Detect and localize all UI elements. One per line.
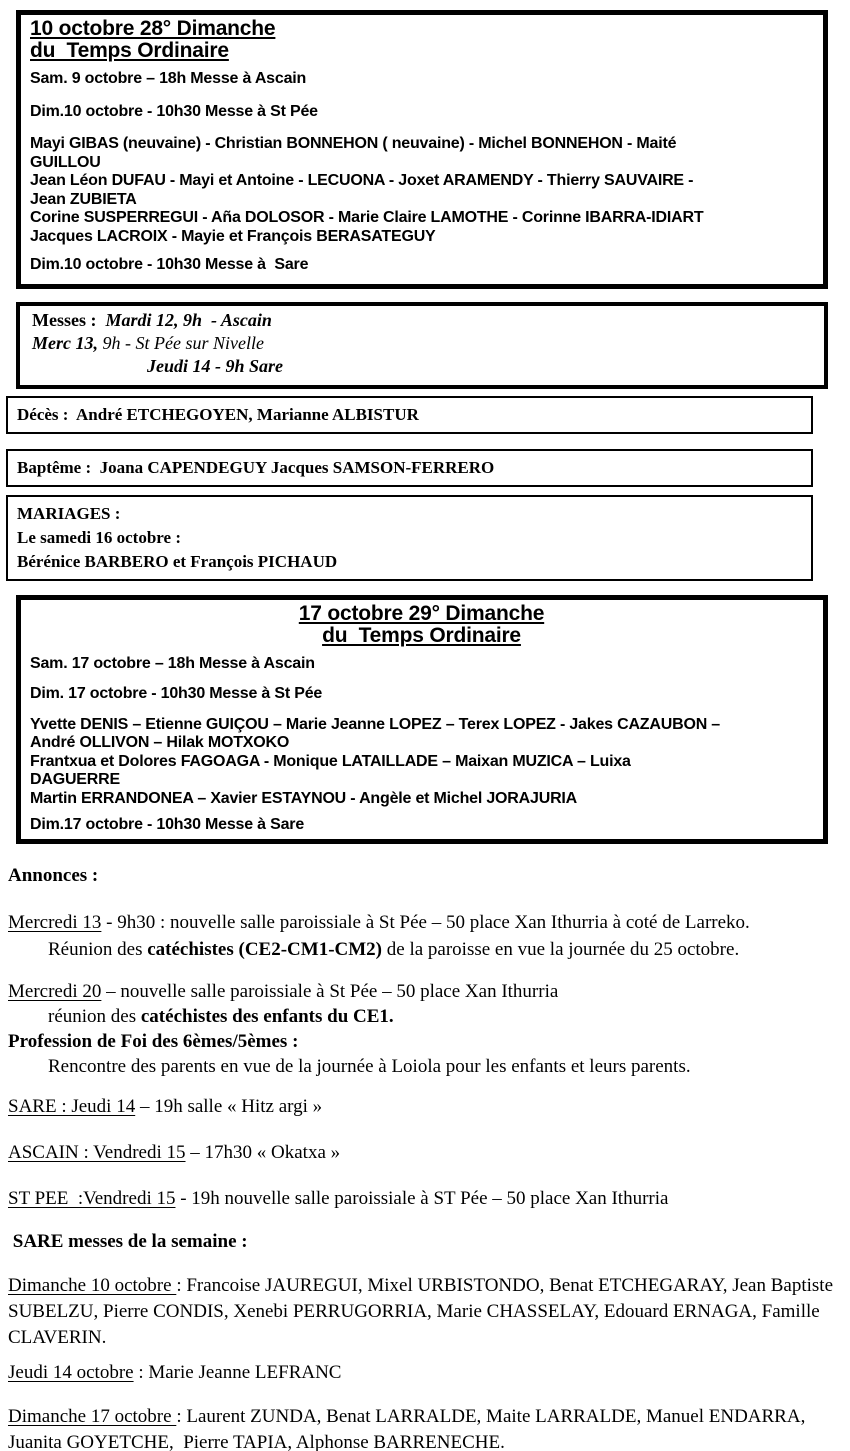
- deaths-box: [6, 396, 813, 434]
- intention-line: Corine SUSPERREGUI - Aña DOLOSOR - Marie Claire LAMOTHE - Corinne IBARRA-IDIART: [30, 209, 704, 226]
- baptism-box: [6, 449, 813, 487]
- marriages-title: MARIAGES :: [17, 503, 121, 523]
- week2-title-line2: du Temps Ordinaire: [322, 623, 521, 647]
- announcement-wednesday-13: [8, 909, 844, 963]
- announcement-text: Réunion des: [48, 938, 148, 960]
- mass-names: : Marie Jeanne LEFRANC: [133, 1361, 342, 1383]
- week1-title-line1: 10 octobre 28° Dimanche: [30, 17, 276, 40]
- week1-title-line2: du Temps Ordinaire: [30, 39, 229, 62]
- week1-schedule-sare: Dim.10 octobre - 10h30 Messe à Sare: [30, 256, 309, 273]
- marriages-couple: Bérénice BARBERO et François PICHAUD: [17, 551, 338, 571]
- announcement-date: ST PEE :Vendredi 15: [8, 1187, 176, 1209]
- profession-foi-body: Rencontre des parents en vue de la journée à Loiola pour les enfants et leurs parents.: [48, 1055, 691, 1077]
- week2-box: [16, 595, 828, 844]
- announcement-date: ASCAIN : Vendredi 15: [8, 1141, 186, 1163]
- announcement-line: [8, 1004, 844, 1029]
- sare-masses-sunday-17: [8, 1404, 844, 1451]
- intention-line: GUILLOU: [30, 153, 101, 171]
- announcement-date: Mercredi 13: [8, 911, 102, 933]
- week1-box: [16, 10, 828, 289]
- week2-schedule-sare: Dim.17 octobre - 10h30 Messe à Sare: [30, 816, 305, 833]
- announcement-text: de la paroisse en vue la journée du 25 octobre.: [382, 938, 740, 960]
- announcement-ascain: [8, 1139, 844, 1166]
- announcement-wednesday-20: [8, 979, 844, 1079]
- announcement-text: - 9h30 : nouvelle salle paroissiale à St Pée – 50 place Xan Ithurria à coté de Larreko.: [101, 911, 750, 933]
- masses-label: Messes :: [32, 309, 101, 330]
- announcement-date: SARE : Jeudi 14: [8, 1095, 136, 1117]
- marriages-box: [6, 495, 813, 581]
- announcements-title: Annonces :: [8, 864, 99, 886]
- masses-line-wednesday: [32, 332, 816, 355]
- week1-schedule-saturday: Sam. 9 octobre – 18h Messe à Ascain: [30, 70, 307, 87]
- masses-wednesday-detail: 9h - St Pée sur Nivelle: [102, 332, 264, 353]
- announcement-text: – 17h30 « Okatxa »: [185, 1141, 341, 1163]
- week2-schedule-sunday: Dim. 17 octobre - 10h30 Messe à St Pée: [30, 685, 323, 702]
- baptism-names: Joana CAPENDEGUY Jacques SAMSON-FERRERO: [99, 457, 495, 477]
- mass-date: Dimanche 10 octobre: [8, 1274, 177, 1296]
- intention-line: Yvette DENIS – Etienne GUIÇOU – Marie Jeanne LOPEZ – Terex LOPEZ - Jakes CAZAUBON –: [30, 715, 720, 733]
- week2-title-line1: 17 octobre 29° Dimanche: [298, 601, 545, 625]
- intention-line: Mayi GIBAS (neuvaine) - Christian BONNEHON ( neuvaine) - Michel BONNEHON - Maité: [30, 135, 677, 152]
- announcement-text: réunion des: [48, 1005, 141, 1027]
- intention-line: DAGUERRE: [30, 771, 120, 788]
- intention-line: André OLLIVON – Hilak MOTXOKO: [30, 734, 290, 751]
- masses-wednesday-day: Merc 13,: [32, 332, 103, 353]
- announcement-text: - 19h nouvelle salle paroissiale à ST Pée – 50 place Xan Ithurria: [175, 1187, 669, 1209]
- announcement-highlight: catéchistes (CE2-CM1-CM2): [147, 938, 383, 960]
- announcement-line: [8, 936, 844, 963]
- deaths-label: Décès :: [17, 404, 77, 424]
- weekday-masses-box: [16, 302, 828, 389]
- mass-date: Jeudi 14 octobre: [8, 1361, 134, 1383]
- intention-line: Frantxua et Dolores FAGOAGA - Monique LATAILLADE – Maixan MUZICA – Luixa: [30, 752, 631, 770]
- week2-schedule-saturday: Sam. 17 octobre – 18h Messe à Ascain: [30, 654, 315, 672]
- profession-foi-title: Profession de Foi des 6èmes/5èmes :: [8, 1030, 299, 1052]
- sare-masses-sunday-10: [8, 1273, 844, 1351]
- week1-intentions-list: [30, 135, 813, 246]
- mass-names: : Laurent ZUNDA, Benat LARRALDE, Maite LARRALDE, Manuel ENDARRA, Juanita GOYETCHE, Pierre TAPIA, Alphonse BARRENECHE.: [8, 1405, 811, 1451]
- masses-thursday: Jeudi 14 - 9h Sare: [147, 355, 284, 376]
- announcement-line: [8, 979, 844, 1004]
- announcement-text: – nouvelle salle paroissiale à St Pée – 50 place Xan Ithurria: [101, 980, 559, 1002]
- week2-title: [30, 603, 813, 647]
- deaths-names: André ETCHEGOYEN, Marianne ALBISTUR: [76, 404, 419, 424]
- week2-intentions-list: [30, 716, 813, 809]
- mass-names: : Francoise JAUREGUI, Mixel URBISTONDO, Benat ETCHEGARAY, Jean Baptiste SUBELZU, Pierre CONDIS, Xenebi PERRUGORRIA, Marie CHASSELAY, Edouard ERNAGA, Famille CLAVERIN.: [8, 1274, 838, 1348]
- announcement-sare: [8, 1093, 844, 1120]
- week1-schedule-sunday: Dim.10 octobre - 10h30 Messe à St Pée: [30, 102, 318, 120]
- intention-line: Jacques LACROIX - Mayie et François BERASATEGUY: [30, 227, 436, 245]
- marriages-date: Le samedi 16 octobre :: [17, 527, 181, 547]
- intention-line: Jean ZUBIETA: [30, 190, 137, 208]
- announcements-section: [8, 862, 844, 1451]
- announcement-date: Mercredi 20: [8, 980, 102, 1002]
- intention-line: Martin ERRANDONEA – Xavier ESTAYNOU - Angèle et Michel JORAJURIA: [30, 789, 578, 807]
- sare-masses-thursday-14: [8, 1359, 844, 1386]
- announcement-line: [8, 909, 844, 936]
- week1-title: [30, 18, 813, 62]
- baptism-line: [17, 457, 803, 478]
- announcement-text: – 19h salle « Hitz argi »: [135, 1095, 323, 1117]
- baptism-label: Baptême :: [17, 457, 100, 477]
- sare-week-masses-title: SARE messes de la semaine :: [8, 1230, 248, 1252]
- intention-line: Jean Léon DUFAU - Mayi et Antoine - LECUONA - Joxet ARAMENDY - Thierry SAUVAIRE -: [30, 172, 694, 189]
- masses-tuesday: Mardi 12, 9h - Ascain: [100, 309, 272, 330]
- masses-line-thursday: [32, 355, 816, 378]
- masses-line-tuesday: [32, 309, 816, 332]
- announcement-highlight: catéchistes des enfants du CE1.: [140, 1005, 394, 1027]
- announcement-stpee: [8, 1185, 844, 1212]
- deaths-line: [17, 404, 803, 425]
- mass-date: Dimanche 17 octobre: [8, 1405, 177, 1427]
